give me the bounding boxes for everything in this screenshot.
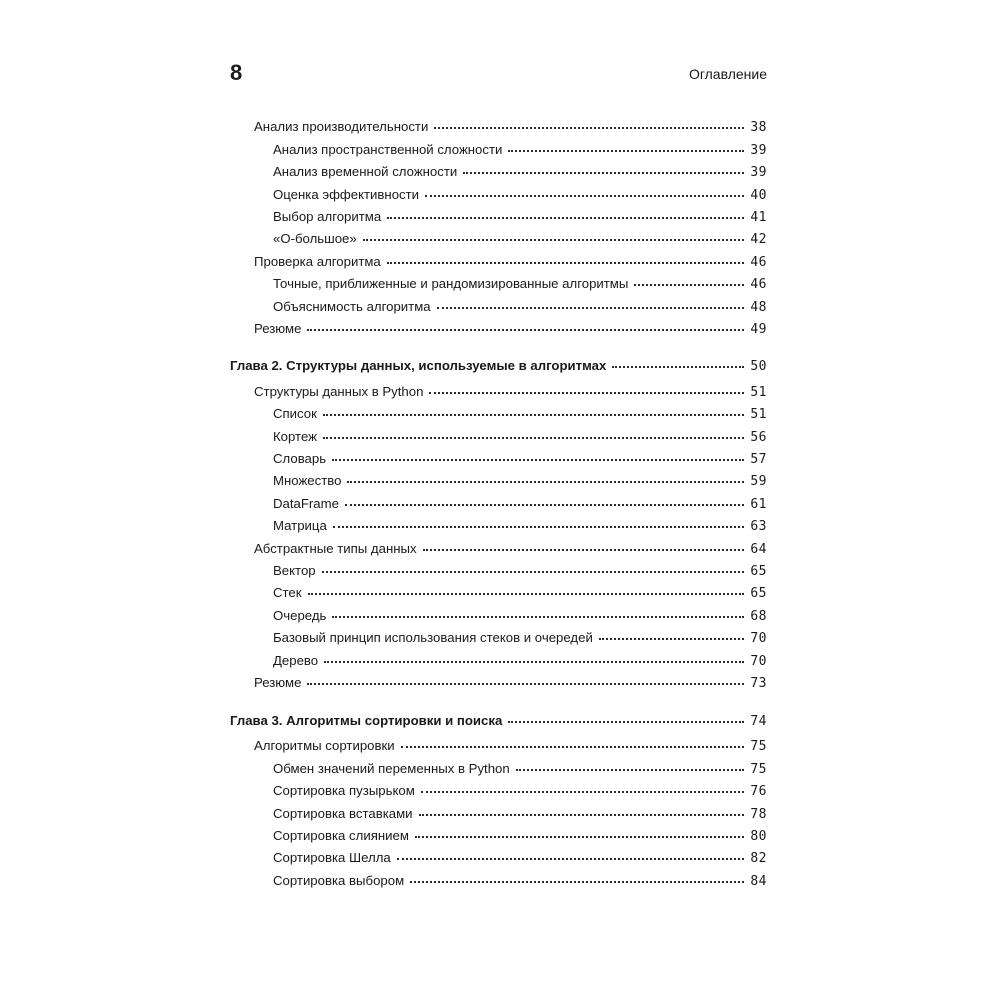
toc-entry (230, 540, 767, 558)
toc-entry (230, 208, 767, 226)
toc-entry-page: 65 (750, 586, 767, 601)
toc-entry (230, 186, 767, 204)
toc-entry (230, 163, 767, 181)
toc-entry-title: Список (273, 406, 317, 421)
toc-entry-page: 70 (750, 654, 767, 669)
toc-entry (230, 805, 767, 823)
toc-entry (230, 298, 767, 316)
toc-entry-title: Стек (273, 585, 302, 600)
dot-leader (429, 392, 744, 394)
toc-entry-title: Алгоритмы сортировки (254, 738, 395, 753)
toc-entry-title: Выбор алгоритма (273, 209, 382, 224)
toc-entry-title: Сортировка слиянием (273, 828, 409, 843)
running-head: Оглавление (688, 66, 767, 82)
toc-entry (230, 450, 767, 468)
toc-entry (230, 253, 767, 271)
toc-entry-page: 39 (750, 143, 767, 158)
toc-chapter-title: Глава 2. Структуры данных, используемые в алгоритмах (230, 358, 607, 373)
toc-entry (230, 607, 767, 625)
dot-leader (419, 814, 744, 816)
toc-entry-page: 80 (750, 829, 767, 844)
dot-leader (599, 638, 744, 640)
toc-entry-page: 63 (750, 519, 767, 534)
toc-entry-page: 50 (750, 359, 767, 374)
toc-entry-title: Абстрактные типы данных (254, 541, 417, 556)
dot-leader (612, 366, 744, 368)
toc-entry (230, 827, 767, 845)
dot-leader (421, 791, 744, 793)
toc-entry (230, 674, 767, 692)
dot-leader (423, 549, 744, 551)
toc-entry-page: 42 (750, 232, 767, 247)
toc-entry-page: 73 (750, 676, 767, 691)
dot-leader (323, 414, 744, 416)
dot-leader (307, 329, 744, 331)
toc-entry-page: 51 (750, 385, 767, 400)
toc-entry-page: 57 (750, 452, 767, 467)
toc-entry-page: 65 (750, 564, 767, 579)
toc-entry-title: Множество (273, 473, 342, 488)
dot-leader (387, 262, 744, 264)
toc-entry-page: 76 (750, 784, 767, 799)
dot-leader (308, 593, 744, 595)
toc-entry (230, 584, 767, 602)
toc-entry (230, 320, 767, 338)
toc-entry-page: 38 (750, 120, 767, 135)
toc-entry-page: 70 (750, 631, 767, 646)
toc-entry (230, 472, 767, 490)
page-number: 8 (230, 60, 243, 85)
dot-leader (332, 459, 744, 461)
toc-entry-title: Оценка эффективности (273, 187, 420, 202)
toc-entry (230, 782, 767, 800)
toc-entry (230, 383, 767, 401)
toc-entry-page: 46 (750, 255, 767, 270)
toc-entry (230, 118, 767, 136)
toc-entry-page: 75 (750, 739, 767, 754)
toc-entry-title: Структуры данных в Python (254, 384, 424, 399)
toc-entry-page: 41 (750, 210, 767, 225)
toc-entry-page: 39 (750, 165, 767, 180)
toc-entry-page: 46 (750, 277, 767, 292)
toc-entry (230, 629, 767, 647)
dot-leader (387, 217, 744, 219)
toc-entry-title: Точные, приближенные и рандомизированные алгоритмы (273, 276, 629, 291)
toc-entry-title: Сортировка Шелла (273, 850, 391, 865)
toc-entry-title: Вектор (273, 563, 316, 578)
toc-entry (230, 849, 767, 867)
table-of-contents (230, 0, 767, 1000)
dot-leader (332, 616, 744, 618)
toc-entry (230, 562, 767, 580)
toc-entry-page: 48 (750, 300, 767, 315)
dot-leader (333, 526, 744, 528)
dot-leader (322, 571, 744, 573)
toc-entry (230, 428, 767, 446)
toc-entry-page: 82 (750, 851, 767, 866)
toc-entry (230, 737, 767, 755)
dot-leader (363, 239, 744, 241)
toc-entry-title: Матрица (273, 518, 327, 533)
toc-entry-title: Объяснимость алгоритма (273, 299, 431, 314)
dot-leader (410, 881, 744, 883)
toc-entry-title: Сортировка пузырьком (273, 783, 415, 798)
dot-leader (508, 150, 744, 152)
dot-leader (634, 284, 744, 286)
toc-entry-title: Резюме (254, 675, 302, 690)
toc-entry-title: Анализ производительности (254, 119, 429, 134)
dot-leader (307, 683, 744, 685)
dot-leader (516, 769, 744, 771)
toc-chapter-entry (230, 712, 767, 730)
toc-entry-title: Резюме (254, 321, 302, 336)
toc-entry (230, 872, 767, 890)
toc-entry-page: 51 (750, 407, 767, 422)
dot-leader (397, 858, 744, 860)
dot-leader (434, 127, 744, 129)
dot-leader (425, 195, 744, 197)
toc-entry-title: Анализ временной сложности (273, 164, 458, 179)
toc-entry-title: Сортировка выбором (273, 873, 405, 888)
toc-entry (230, 760, 767, 778)
toc-entry (230, 275, 767, 293)
toc-entry (230, 405, 767, 423)
toc-entry-title: «О-большое» (273, 231, 357, 246)
toc-entry-title: Очередь (273, 608, 327, 623)
toc-entry-page: 64 (750, 542, 767, 557)
dot-leader (415, 836, 744, 838)
toc-entry-title: Базовый принцип использования стеков и очередей (273, 630, 593, 645)
toc-entry-title: Проверка алгоритма (254, 254, 381, 269)
toc-entry-title: Обмен значений переменных в Python (273, 761, 510, 776)
toc-entry-title: Дерево (273, 653, 319, 668)
toc-entry-title: Анализ пространственной сложности (273, 142, 503, 157)
toc-entry-page: 78 (750, 807, 767, 822)
toc-entry-title: DataFrame (273, 496, 339, 511)
toc-entry-title: Сортировка вставками (273, 806, 413, 821)
toc-entry-page: 61 (750, 497, 767, 512)
toc-entry-page: 56 (750, 430, 767, 445)
dot-leader (463, 172, 744, 174)
toc-entry-title: Словарь (273, 451, 327, 466)
toc-entry-page: 84 (750, 874, 767, 889)
toc-entry-page: 59 (750, 474, 767, 489)
toc-entry (230, 652, 767, 670)
dot-leader (401, 746, 744, 748)
toc-entry-page: 49 (750, 322, 767, 337)
toc-entry-title: Кортеж (273, 429, 317, 444)
toc-chapter-entry (230, 357, 767, 375)
toc-entry-page: 75 (750, 762, 767, 777)
toc-entry-page: 74 (750, 714, 767, 729)
dot-leader (508, 721, 744, 723)
dot-leader (323, 437, 744, 439)
toc-entry (230, 517, 767, 535)
toc-entry (230, 495, 767, 513)
dot-leader (324, 661, 744, 663)
dot-leader (345, 504, 744, 506)
dot-leader (347, 481, 744, 483)
dot-leader (437, 307, 744, 309)
toc-entry-page: 68 (750, 609, 767, 624)
toc-chapter-title: Глава 3. Алгоритмы сортировки и поиска (230, 713, 503, 728)
toc-entry (230, 141, 767, 159)
toc-entry-page: 40 (750, 188, 767, 203)
toc-entry (230, 230, 767, 248)
